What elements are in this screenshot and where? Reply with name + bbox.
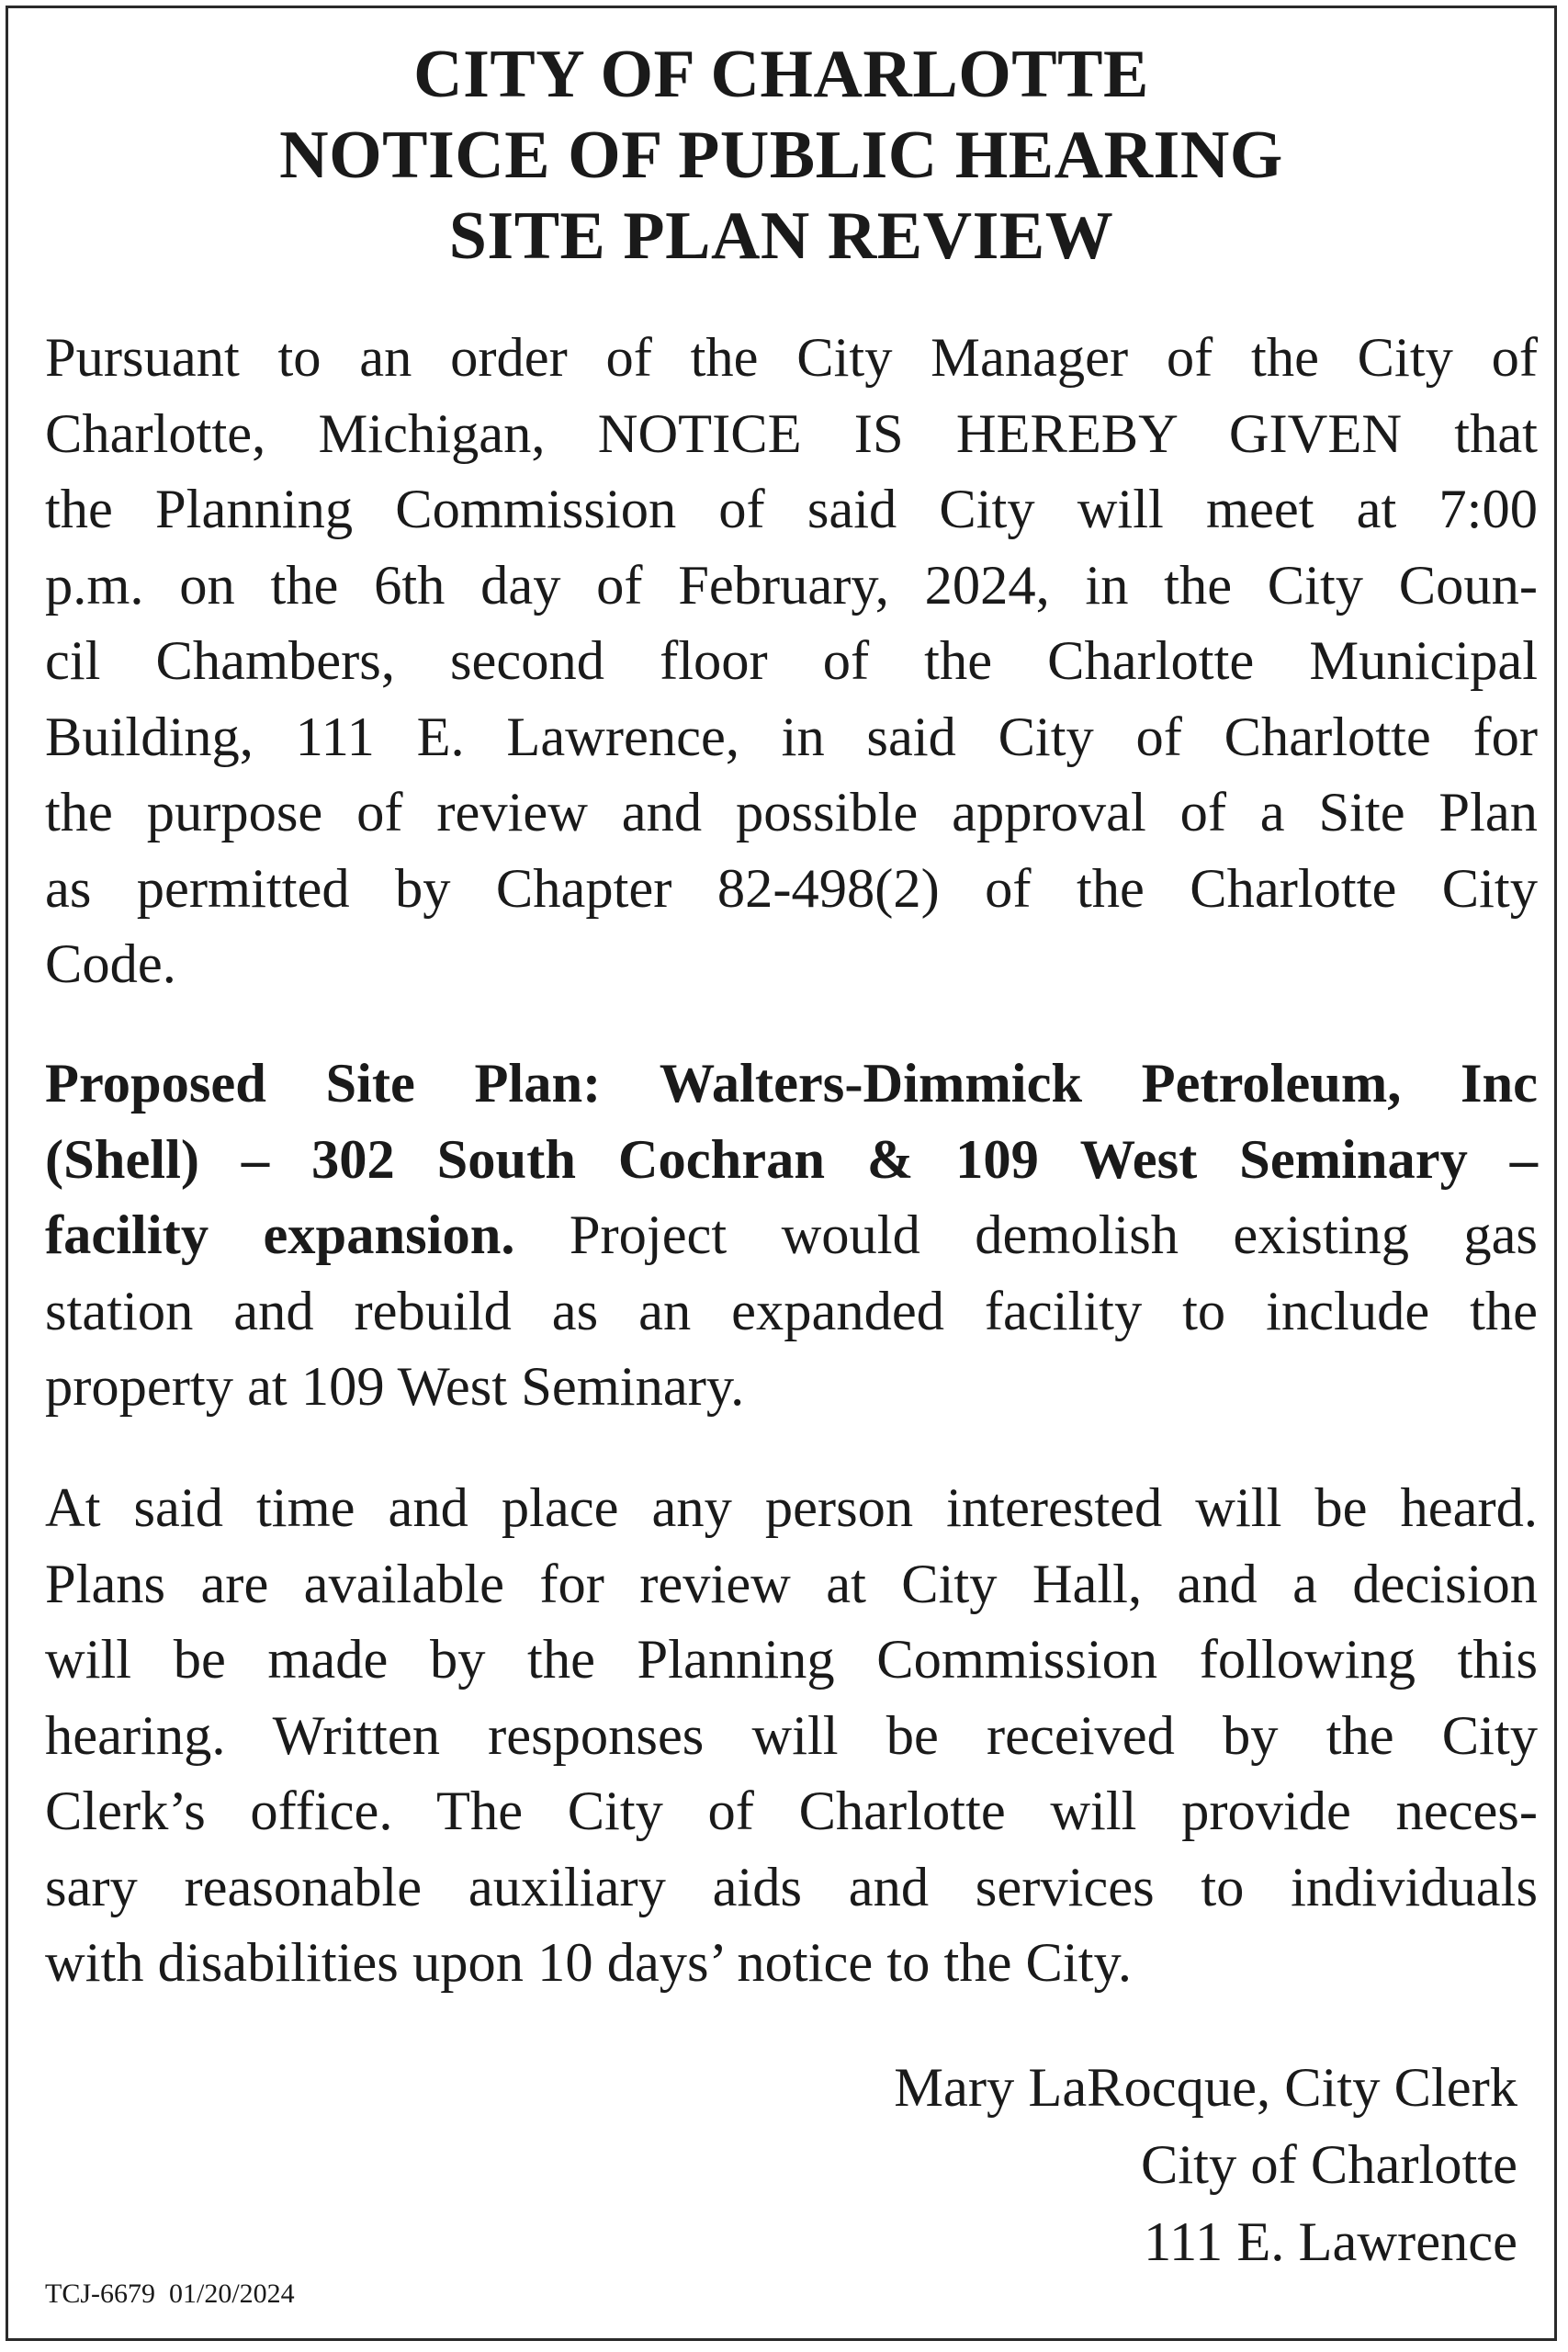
- clerk-organization: City of Charlotte: [1141, 2134, 1517, 2196]
- paragraph-line: p.m. on the 6th day of February, 2024, in the City Coun-: [45, 554, 1538, 616]
- paragraph-line: Pursuant to an order of the City Manager of the City of: [45, 327, 1538, 389]
- site-plan-heading-line: Proposed Site Plan: Walters-Dimmick Petroleum, Inc: [45, 1053, 1538, 1114]
- site-plan-description-start: Project would demolish existing gas: [514, 1204, 1538, 1266]
- publication-code: TCJ-6679 01/20/2024: [45, 2278, 295, 2309]
- title-line-review: SITE PLAN REVIEW: [448, 198, 1114, 274]
- paragraph-line: with disabilities upon 10 days’ notice to the City.: [45, 1932, 1132, 1994]
- site-plan-heading-line: (Shell) – 302 South Cochran & 109 West Seminary –: [45, 1128, 1538, 1191]
- notice-title: [8, 34, 1554, 277]
- paragraph-line: cil Chambers, second floor of the Charlotte Municipal: [45, 630, 1538, 692]
- site-plan-line: station and rebuild as an expanded facility to include the: [45, 1280, 1538, 1342]
- paragraph-line: Plans are available for review at City Hall, and a decision: [45, 1553, 1538, 1615]
- paragraph-line: will be made by the Planning Commission following this: [45, 1629, 1538, 1690]
- site-plan-line: [45, 1198, 1538, 1274]
- paragraph-line: Code.: [45, 933, 176, 995]
- site-plan-heading-end: facility expansion.: [45, 1204, 515, 1266]
- paragraph-line: Charlotte, Michigan, NOTICE IS HEREBY GIVEN that: [45, 402, 1538, 465]
- site-plan-line: property at 109 West Seminary.: [45, 1356, 745, 1418]
- clerk-address: 111 E. Lawrence: [1143, 2211, 1517, 2273]
- public-notice: [6, 6, 1557, 2341]
- paragraph-line: sary reasonable auxiliary aids and services to individuals: [45, 1856, 1538, 1918]
- paragraph-hearing-details: [45, 321, 1538, 1003]
- signature-block: [894, 2050, 1517, 2281]
- paragraph-line: as permitted by Chapter 82-498(2) of the Charlotte City: [45, 857, 1538, 920]
- clerk-name: Mary LaRocque, City Clerk: [894, 2057, 1517, 2119]
- paragraph-line: At said time and place any person interested will be heard.: [45, 1477, 1538, 1539]
- title-line-city: CITY OF CHARLOTTE: [413, 37, 1149, 112]
- paragraph-proposed-site-plan: [45, 1046, 1538, 1426]
- paragraph-line: Building, 111 E. Lawrence, in said City of Charlotte for: [45, 706, 1538, 768]
- paragraph-public-comment: [45, 1471, 1538, 2002]
- title-line-hearing: NOTICE OF PUBLIC HEARING: [279, 118, 1283, 193]
- paragraph-line: the purpose of review and possible approval of a Site Plan: [45, 782, 1538, 843]
- paragraph-line: the Planning Commission of said City will meet at 7:00: [45, 479, 1538, 540]
- paragraph-line: Clerk’s office. The City of Charlotte will provide neces-: [45, 1781, 1538, 1842]
- paragraph-line: hearing. Written responses will be received by the City: [45, 1704, 1538, 1767]
